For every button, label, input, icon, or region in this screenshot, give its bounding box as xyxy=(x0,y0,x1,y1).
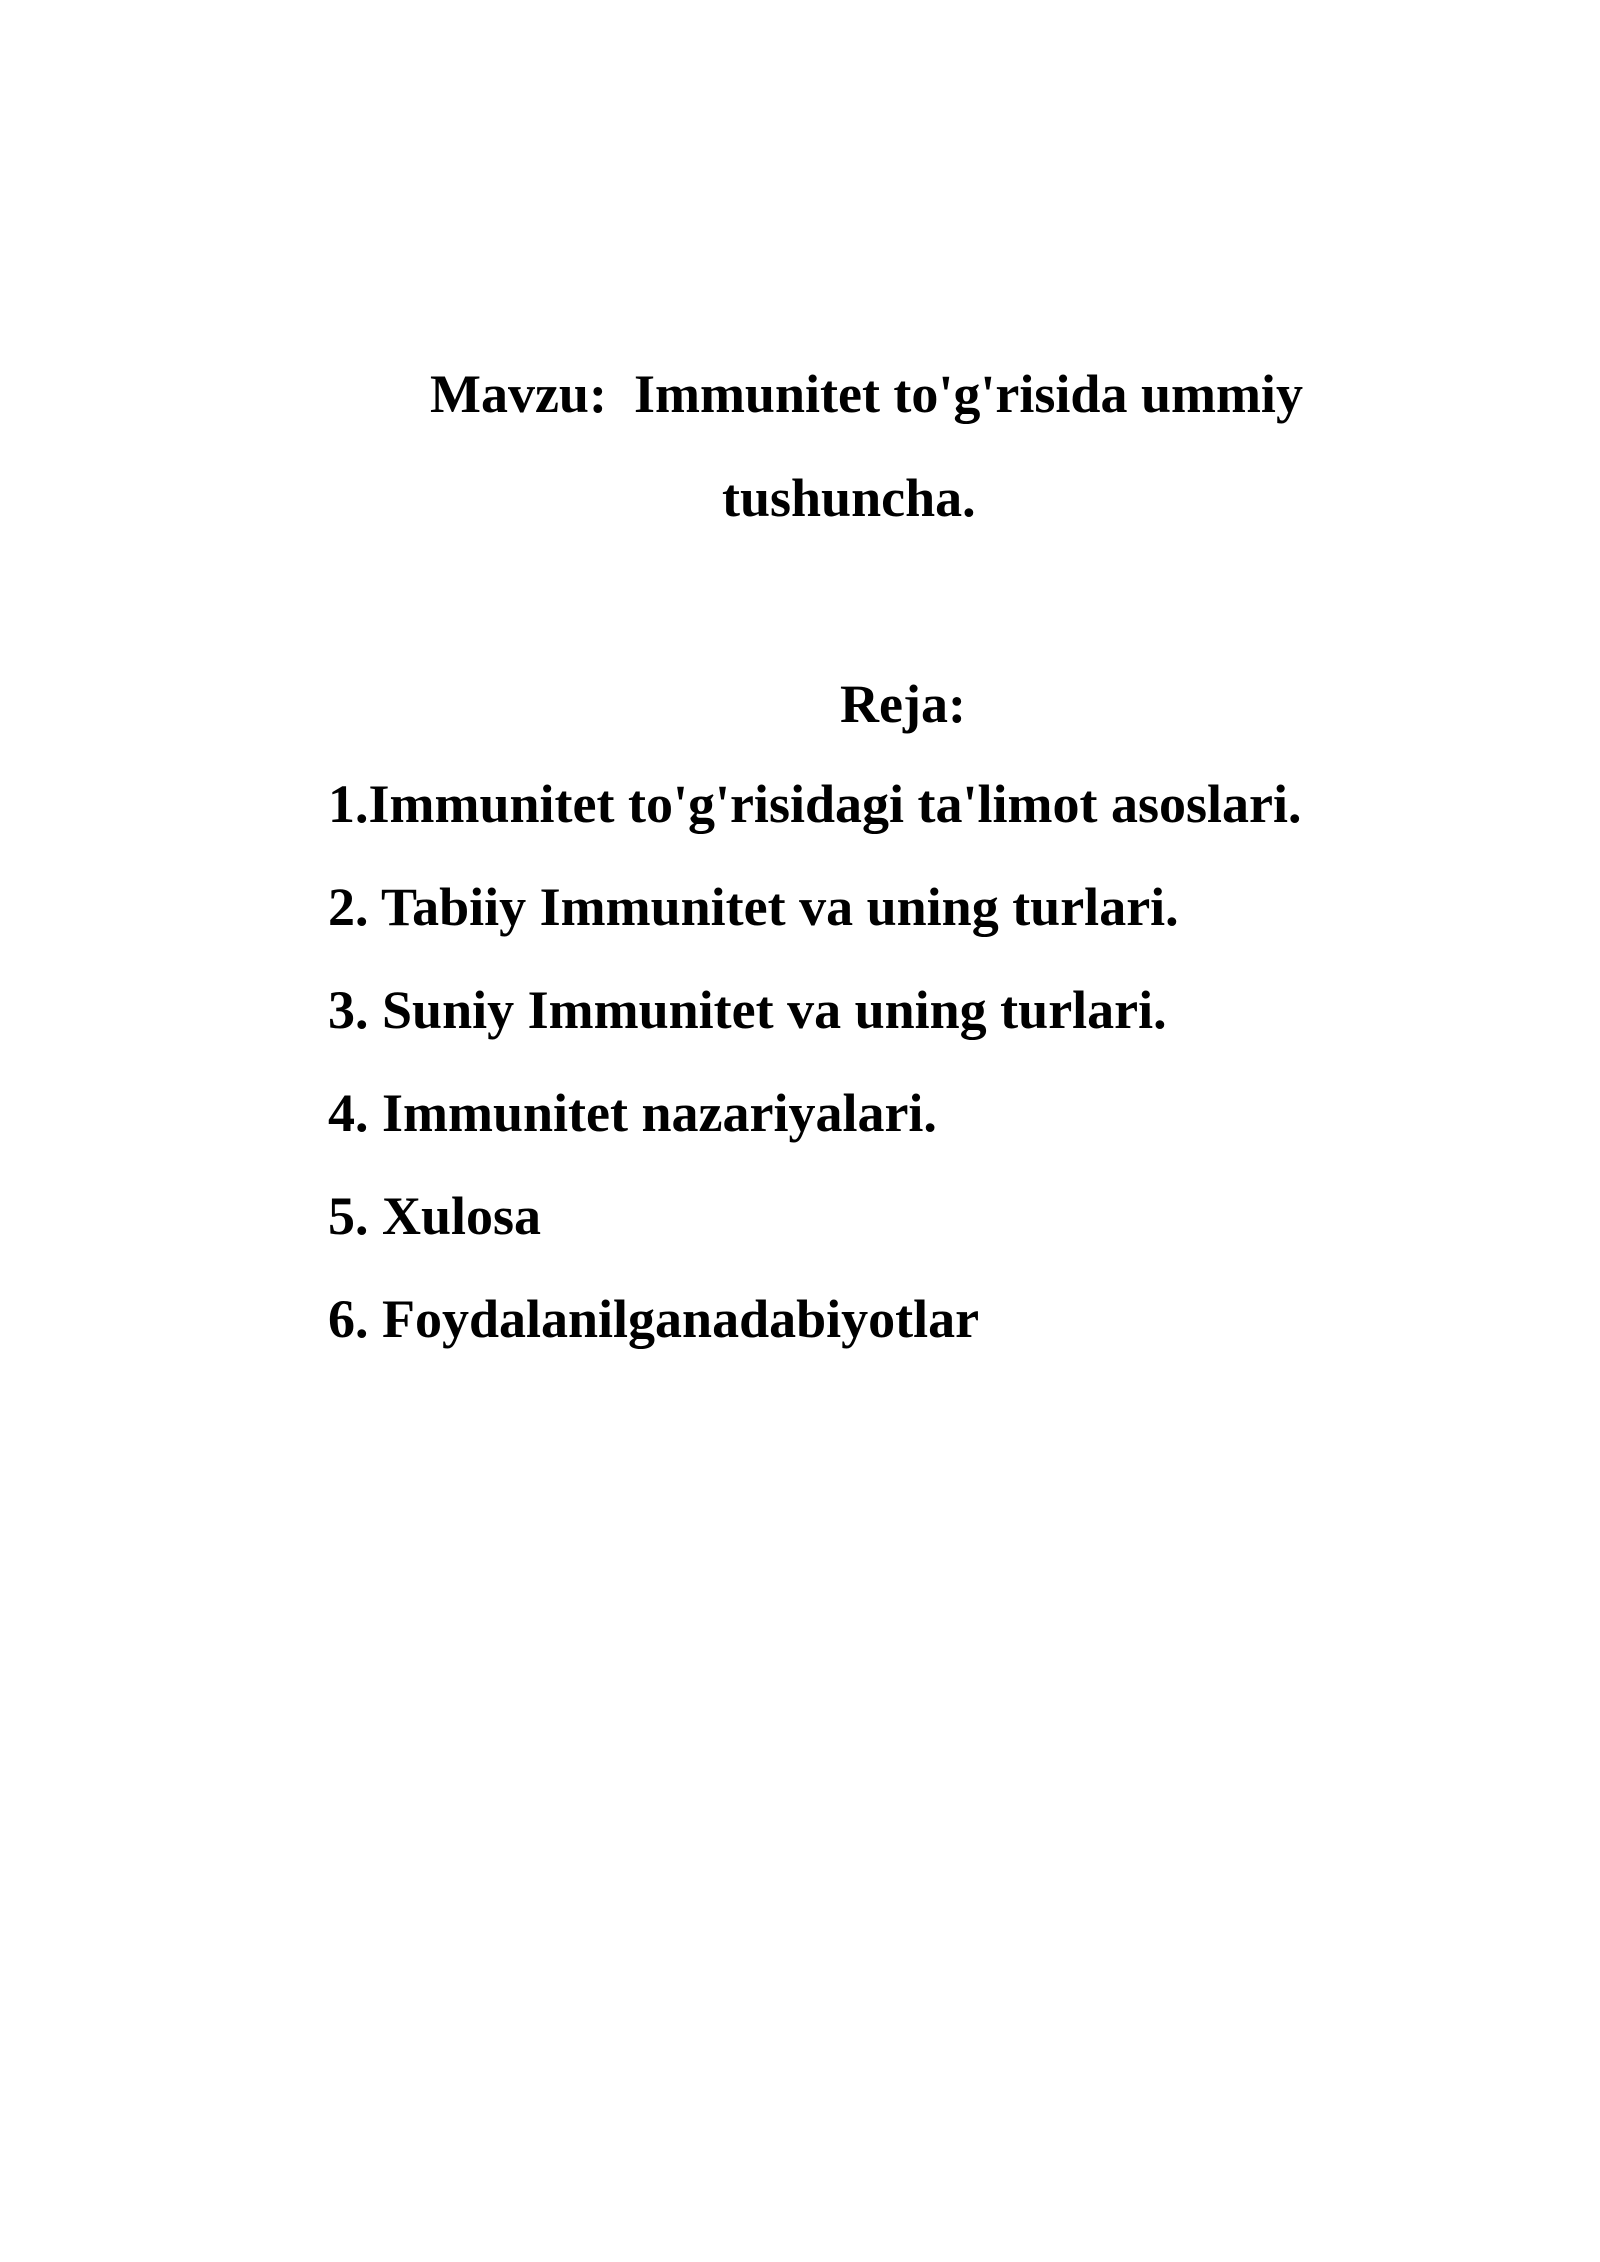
title-line-2: tushuncha. xyxy=(722,468,976,528)
plan-item: 5. Xulosa xyxy=(328,1186,542,1246)
plan-item: 2. Tabiiy Immunitet va uning turlari. xyxy=(328,877,1179,937)
plan-list xyxy=(328,772,1301,1390)
title-line-1: Mavzu: Immunitet to'g'risida ummiy xyxy=(430,364,1303,424)
plan-item: 3. Suniy Immunitet va uning turlari. xyxy=(328,980,1167,1040)
plan-item: 4. Immunitet nazariyalari. xyxy=(328,1083,937,1143)
plan-item: 1.Immunitet to'g'risidagi ta'limot asoslari. xyxy=(328,774,1302,834)
plan-item: 6. Foydalanilganadabiyotlar xyxy=(328,1289,980,1349)
plan-heading: Reja: xyxy=(840,674,966,734)
